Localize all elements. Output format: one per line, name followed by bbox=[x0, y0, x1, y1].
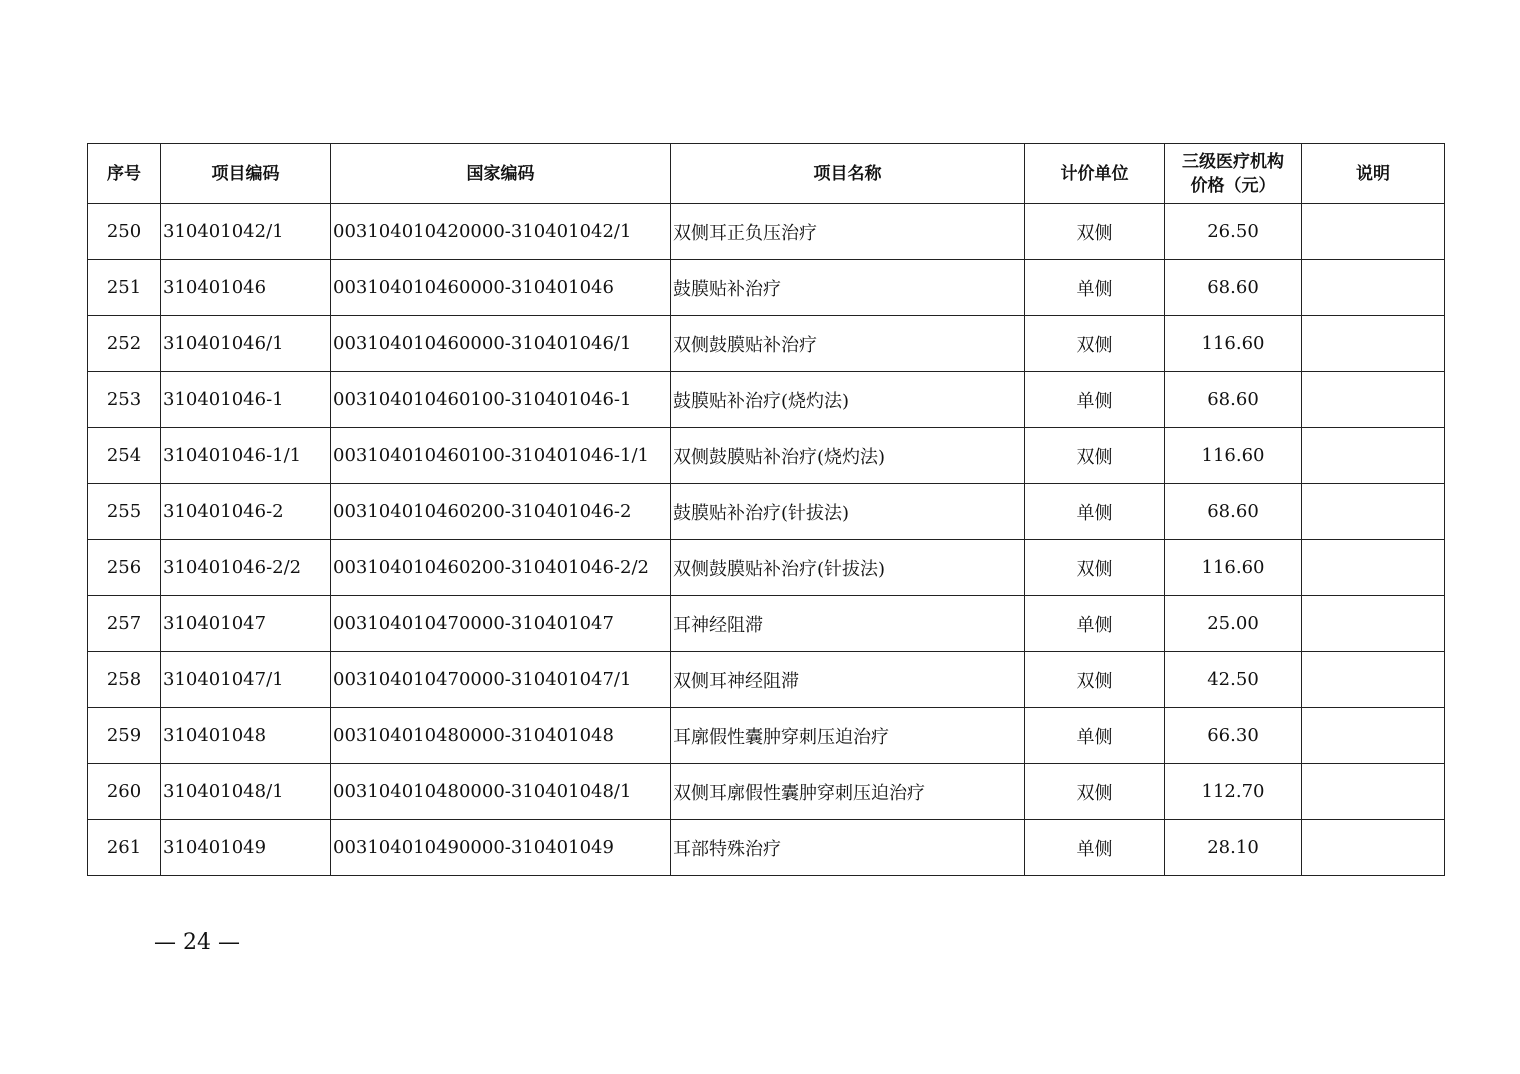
cell-price: 26.50 bbox=[1165, 204, 1302, 260]
cell-note bbox=[1302, 820, 1445, 876]
cell-note bbox=[1302, 540, 1445, 596]
cell-price: 68.60 bbox=[1165, 484, 1302, 540]
cell-unit: 单侧 bbox=[1025, 260, 1165, 316]
cell-item-code: 310401046-1 bbox=[161, 372, 331, 428]
cell-item-name: 双侧耳正负压治疗 bbox=[671, 204, 1025, 260]
table-row bbox=[88, 652, 1445, 708]
cell-unit: 双侧 bbox=[1025, 204, 1165, 260]
cell-price: 28.10 bbox=[1165, 820, 1302, 876]
cell-seq: 252 bbox=[88, 316, 161, 372]
cell-seq: 260 bbox=[88, 764, 161, 820]
cell-seq: 257 bbox=[88, 596, 161, 652]
cell-item-name: 鼓膜贴补治疗 bbox=[671, 260, 1025, 316]
cell-item-name: 双侧耳神经阻滞 bbox=[671, 652, 1025, 708]
cell-price: 68.60 bbox=[1165, 372, 1302, 428]
cell-national-code: 003104010460100-310401046-1/1 bbox=[331, 428, 671, 484]
cell-seq: 261 bbox=[88, 820, 161, 876]
cell-item-name: 耳廓假性囊肿穿刺压迫治疗 bbox=[671, 708, 1025, 764]
header-item-name: 项目名称 bbox=[671, 144, 1025, 204]
cell-item-name: 双侧鼓膜贴补治疗(针拔法) bbox=[671, 540, 1025, 596]
cell-national-code: 003104010460000-310401046/1 bbox=[331, 316, 671, 372]
cell-item-code: 310401046-1/1 bbox=[161, 428, 331, 484]
cell-item-code: 310401049 bbox=[161, 820, 331, 876]
cell-unit: 双侧 bbox=[1025, 428, 1165, 484]
cell-national-code: 003104010480000-310401048/1 bbox=[331, 764, 671, 820]
cell-seq: 258 bbox=[88, 652, 161, 708]
cell-item-name: 双侧鼓膜贴补治疗 bbox=[671, 316, 1025, 372]
cell-unit: 单侧 bbox=[1025, 708, 1165, 764]
cell-price: 112.70 bbox=[1165, 764, 1302, 820]
cell-unit: 双侧 bbox=[1025, 652, 1165, 708]
cell-item-code: 310401046/1 bbox=[161, 316, 331, 372]
cell-national-code: 003104010470000-310401047/1 bbox=[331, 652, 671, 708]
cell-unit: 双侧 bbox=[1025, 316, 1165, 372]
cell-item-code: 310401047/1 bbox=[161, 652, 331, 708]
cell-price: 25.00 bbox=[1165, 596, 1302, 652]
page-number: — 24 — bbox=[154, 930, 240, 955]
cell-national-code: 003104010460200-310401046-2 bbox=[331, 484, 671, 540]
cell-note bbox=[1302, 484, 1445, 540]
cell-item-code: 310401048 bbox=[161, 708, 331, 764]
cell-seq: 254 bbox=[88, 428, 161, 484]
table-row bbox=[88, 764, 1445, 820]
table-row bbox=[88, 204, 1445, 260]
cell-item-code: 310401046-2 bbox=[161, 484, 331, 540]
cell-unit: 单侧 bbox=[1025, 820, 1165, 876]
cell-seq: 259 bbox=[88, 708, 161, 764]
header-seq: 序号 bbox=[88, 144, 161, 204]
cell-seq: 251 bbox=[88, 260, 161, 316]
cell-national-code: 003104010460100-310401046-1 bbox=[331, 372, 671, 428]
table-row bbox=[88, 316, 1445, 372]
table-row bbox=[88, 596, 1445, 652]
cell-note bbox=[1302, 372, 1445, 428]
cell-seq: 256 bbox=[88, 540, 161, 596]
price-table bbox=[87, 143, 1445, 876]
table-row bbox=[88, 484, 1445, 540]
cell-note bbox=[1302, 428, 1445, 484]
cell-price: 116.60 bbox=[1165, 540, 1302, 596]
cell-national-code: 003104010470000-310401047 bbox=[331, 596, 671, 652]
cell-price: 116.60 bbox=[1165, 316, 1302, 372]
cell-item-name: 双侧耳廓假性囊肿穿刺压迫治疗 bbox=[671, 764, 1025, 820]
cell-price: 116.60 bbox=[1165, 428, 1302, 484]
cell-item-name: 鼓膜贴补治疗(针拔法) bbox=[671, 484, 1025, 540]
cell-seq: 253 bbox=[88, 372, 161, 428]
cell-national-code: 003104010480000-310401048 bbox=[331, 708, 671, 764]
table-row bbox=[88, 428, 1445, 484]
header-unit: 计价单位 bbox=[1025, 144, 1165, 204]
cell-note bbox=[1302, 260, 1445, 316]
header-note: 说明 bbox=[1302, 144, 1445, 204]
cell-item-code: 310401042/1 bbox=[161, 204, 331, 260]
table-row bbox=[88, 260, 1445, 316]
header-price bbox=[1165, 144, 1302, 204]
cell-item-code: 310401047 bbox=[161, 596, 331, 652]
cell-national-code: 003104010460200-310401046-2/2 bbox=[331, 540, 671, 596]
table-body bbox=[88, 204, 1445, 876]
cell-note bbox=[1302, 708, 1445, 764]
cell-price: 68.60 bbox=[1165, 260, 1302, 316]
cell-note bbox=[1302, 764, 1445, 820]
cell-unit: 双侧 bbox=[1025, 540, 1165, 596]
cell-note bbox=[1302, 316, 1445, 372]
cell-price: 42.50 bbox=[1165, 652, 1302, 708]
cell-seq: 255 bbox=[88, 484, 161, 540]
cell-item-code: 310401048/1 bbox=[161, 764, 331, 820]
cell-note bbox=[1302, 652, 1445, 708]
header-national-code: 国家编码 bbox=[331, 144, 671, 204]
table-row bbox=[88, 372, 1445, 428]
cell-national-code: 003104010420000-310401042/1 bbox=[331, 204, 671, 260]
table-row bbox=[88, 540, 1445, 596]
cell-item-name: 耳部特殊治疗 bbox=[671, 820, 1025, 876]
table-header-row bbox=[88, 144, 1445, 204]
table-row bbox=[88, 708, 1445, 764]
cell-unit: 单侧 bbox=[1025, 596, 1165, 652]
cell-item-name: 耳神经阻滞 bbox=[671, 596, 1025, 652]
cell-national-code: 003104010490000-310401049 bbox=[331, 820, 671, 876]
header-price-line1: 三级医疗机构 bbox=[1182, 151, 1284, 172]
cell-item-name: 双侧鼓膜贴补治疗(烧灼法) bbox=[671, 428, 1025, 484]
cell-price: 66.30 bbox=[1165, 708, 1302, 764]
cell-item-code: 310401046-2/2 bbox=[161, 540, 331, 596]
table-row bbox=[88, 820, 1445, 876]
cell-note bbox=[1302, 596, 1445, 652]
cell-note bbox=[1302, 204, 1445, 260]
header-item-code: 项目编码 bbox=[161, 144, 331, 204]
cell-unit: 单侧 bbox=[1025, 372, 1165, 428]
cell-unit: 双侧 bbox=[1025, 764, 1165, 820]
cell-unit: 单侧 bbox=[1025, 484, 1165, 540]
cell-seq: 250 bbox=[88, 204, 161, 260]
cell-item-name: 鼓膜贴补治疗(烧灼法) bbox=[671, 372, 1025, 428]
header-price-line2: 价格（元） bbox=[1190, 175, 1276, 196]
cell-item-code: 310401046 bbox=[161, 260, 331, 316]
cell-national-code: 003104010460000-310401046 bbox=[331, 260, 671, 316]
